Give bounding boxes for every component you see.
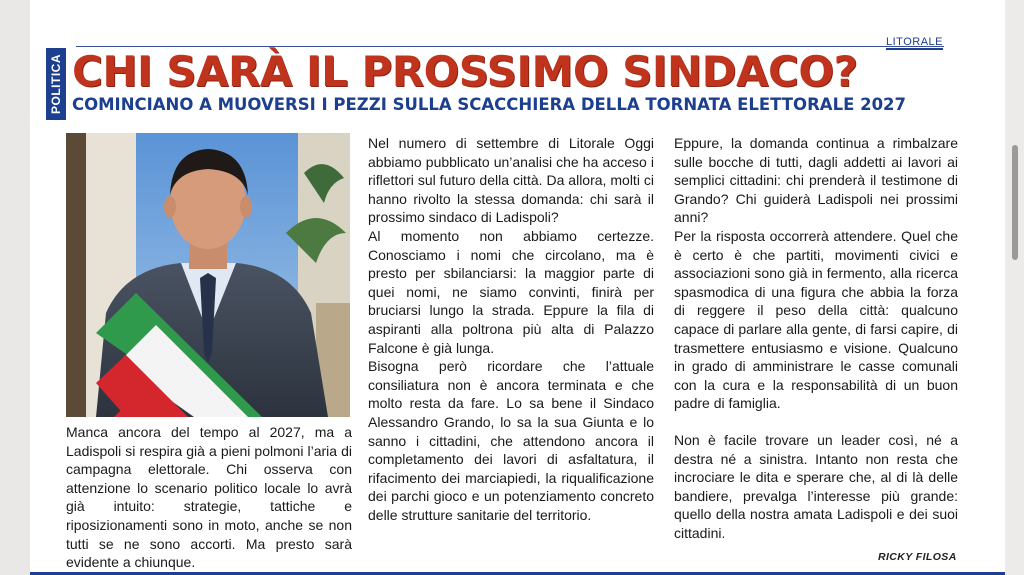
page-left-margin — [0, 0, 30, 575]
section-tag-label: POLITICA — [49, 54, 63, 114]
paragraph: Manca ancora del tempo al 2027, ma a Ladispoli si respira già a pieni polmoni l’aria di campagna elettorale. Chi osserva con attenzione lo scenario politico locale lo avrà già intuito: strategie, tattiche e riposizionamenti sono in moto, anche se non tutti se ne sono accorti. Ma presto sarà evidente a chiunque. — [66, 424, 352, 571]
page-scroll-track[interactable] — [1005, 0, 1024, 575]
article-column-1 — [66, 423, 352, 572]
article-column-2 — [368, 134, 654, 524]
rubric-label: LITORALE — [886, 36, 943, 48]
section-tag — [46, 48, 66, 120]
paragraph: Eppure, la domanda continua a rimbalzare sulle bocche di tutti, dagli addetti ai lavori ai semplici cittadini: chi prenderà il testimone di Grando? Chi guiderà Ladispoli nei prossimi anni? — [674, 135, 958, 226]
paragraph: Non è facile trovare un leader così, né a destra né a sinistra. Intanto non resta che incrociare le dita e sperare che, al di là delle bandiere, prevalga l’interesse più grande: quello della nostra amata Ladispoli e dei suoi cittadini. — [674, 431, 958, 541]
mayor-portrait-icon — [66, 133, 350, 417]
article-subheadline: COMINCIANO A MUOVERSI I PEZZI SULLA SCACCHIERA DELLA TORNATA ELETTORALE 2027 — [72, 95, 907, 114]
paragraph: Per la risposta occorrerà attendere. Quel che è certo è che partiti, movimenti civici e associazioni sono già in fermento, alla ricerca spasmodica di una figura che abbia la forza di reggere il peso della città: qualcuno capace di parlare alla gente, di farsi capire, di trasmettere entusiasmo e visione. Qualcuno in grado di amministrare le casse comunali con la cura e la responsabilità di un buon padre di famiglia. — [674, 227, 958, 412]
article-headline: CHI SARÀ IL PROSSIMO SINDACO? — [72, 47, 858, 96]
mayor-photo — [66, 133, 350, 417]
paragraph: Al momento non abbiamo certezze. Conosciamo i nomi che circolano, ma è presto per sbilanciarsi: la maggior parte di quei nomi, ne siamo convinti, finirà per bruciarsi lungo la strada. Eppure la fila di aspiranti alla poltrona più alta di Palazzo Falcone è già lunga. — [368, 227, 654, 356]
article-column-3 — [674, 134, 958, 542]
paragraph: Nel numero di settembre di Litorale Oggi abbiamo pubblicato un’analisi che ha acceso i riflettori sul futuro della città. Da allora, molti ci hanno rivolto la stessa domanda: chi sarà il prossimo sindaco di Ladispoli? — [368, 135, 654, 226]
author-signature: RICKY FILOSA — [878, 551, 957, 563]
paragraph: Bisogna però ricordare che l’attuale consiliatura non è ancora terminata e che molto resta da fare. Lo sa bene il Sindaco Alessandro Grando, lo sa la sua Giunta e lo sanno i cittadini, che attendono ancora il completamento dei lavori di asfaltatura, il rifacimento dei marciapiedi, la riqualificazione dei parchi gioco e un potenziamento concreto delle strutture sanitarie del territorio. — [368, 358, 654, 523]
scrollbar-thumb[interactable] — [1012, 145, 1018, 260]
